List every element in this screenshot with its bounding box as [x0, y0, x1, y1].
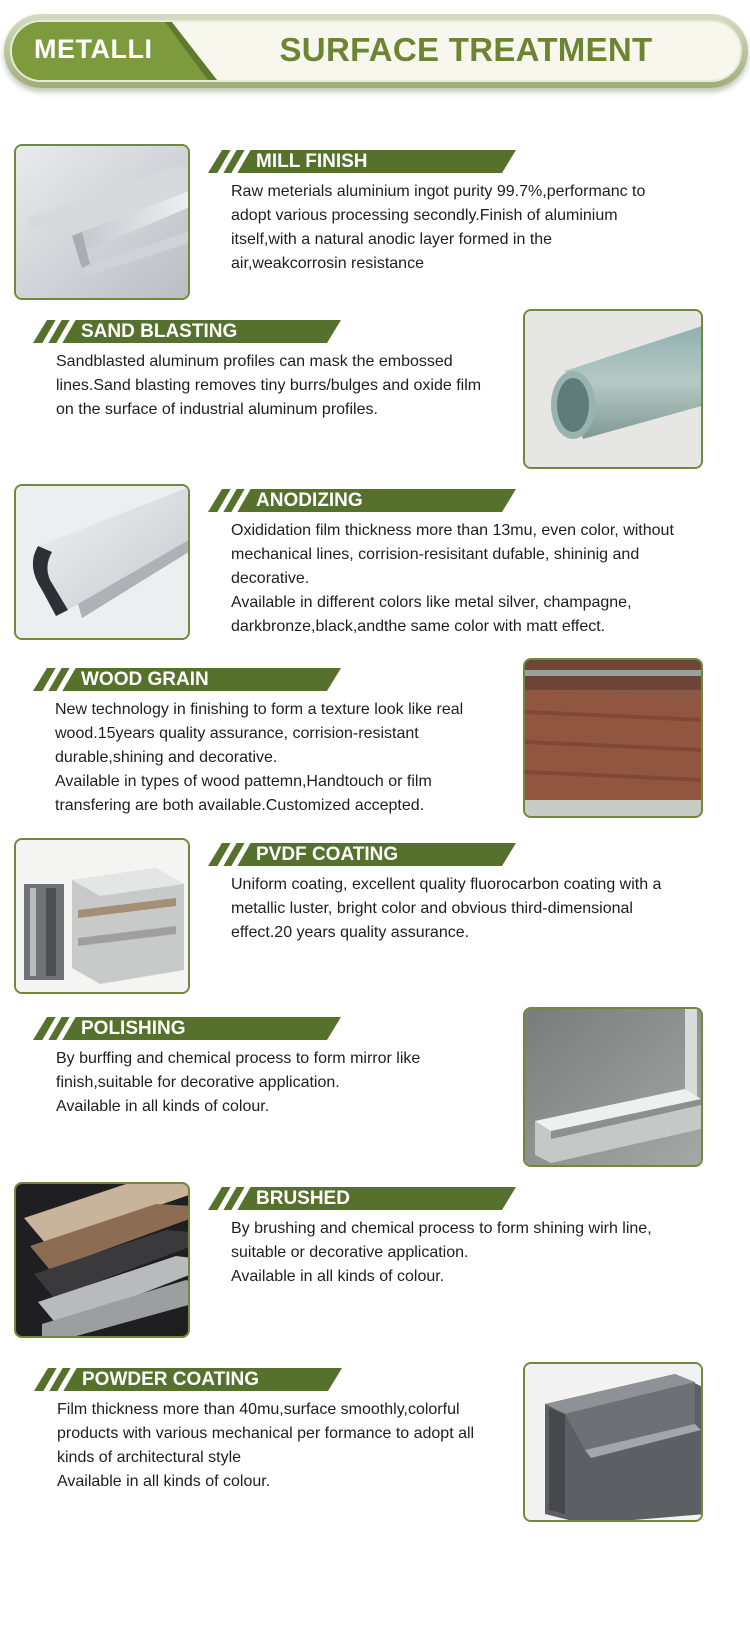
polished-profile-image [525, 1009, 703, 1167]
wood-grain-description [55, 698, 495, 818]
mill-finish-heading [208, 150, 516, 173]
pvdf-coating-photo [14, 838, 190, 994]
sand-blasting-heading [33, 320, 341, 343]
powder-coated-profile-image [525, 1364, 703, 1522]
anodizing-text-1: Oxididation film thickness more than 13mu, even color, without mechanical lines, corrision-resisitant dufable, shininig and decorative. [231, 522, 674, 587]
sand-blasting-description [56, 350, 501, 422]
wood-grain-photo [523, 658, 703, 818]
polishing-title: POLISHING [81, 1018, 186, 1039]
mill-finish-profile-image [16, 146, 190, 300]
brushed-text-1: By brushing and chemical process to form shining wirh line, suitable or decorative application. [231, 1220, 652, 1261]
sand-blasting-photo [523, 309, 703, 469]
powder-coating-text-1: Film thickness more than 40mu,surface smoothly,colorful products with various mechanical per formance to adopt all kinds of architectural style [57, 1401, 475, 1466]
mill-finish-photo [14, 144, 190, 300]
polishing-text-1: By burffing and chemical process to form mirror like finish,suitable for decorative application. [56, 1050, 421, 1091]
anodizing-title: ANODIZING [256, 490, 363, 511]
anodized-profile-image [16, 486, 190, 640]
polishing-description [56, 1047, 476, 1119]
mill-finish-description [231, 180, 671, 276]
brushed-photo [14, 1182, 190, 1338]
sand-blasted-tube-image [525, 311, 703, 469]
pvdf-coating-title: PVDF COATING [256, 844, 399, 865]
anodizing-photo [14, 484, 190, 640]
pvdf-coated-profiles-image [16, 840, 190, 994]
sand-blasting-title: SAND BLASTING [81, 321, 238, 342]
header-banner-inner [10, 20, 742, 82]
brushed-heading [208, 1187, 516, 1210]
heading-bar [33, 1017, 341, 1040]
anodizing-heading [208, 489, 516, 512]
anodizing-text-2: Available in different colors like metal silver, champagne, darkbronze,black,andthe same color with matt effect. [231, 594, 632, 635]
header-banner [4, 14, 748, 88]
polishing-text-2: Available in all kinds of colour. [56, 1098, 270, 1115]
pvdf-coating-text-1: Uniform coating, excellent quality fluorocarbon coating with a metallic luster, bright color and obvious third-dimensional effect.20 years quality assurance. [231, 876, 662, 941]
mill-finish-title: MILL FINISH [256, 151, 368, 172]
powder-coating-description [57, 1398, 502, 1494]
powder-coating-title: POWDER COATING [82, 1369, 259, 1390]
powder-coating-photo [523, 1362, 703, 1522]
brushed-title: BRUSHED [256, 1188, 350, 1209]
wood-grain-text-2: Available in types of wood pattemn,Handtouch or film transfering are both available.Customized accepted. [55, 773, 432, 814]
polishing-heading [33, 1017, 341, 1040]
powder-coating-heading [34, 1368, 342, 1391]
sand-blasting-text-1: Sandblasted aluminum profiles can mask the embossed lines.Sand blasting removes tiny burrs/bulges and oxide film on the surface of industrial aluminum profiles. [56, 353, 482, 418]
pvdf-coating-description [231, 873, 681, 945]
wood-grain-text-1: New technology in finishing to form a texture look like real wood.15years quality assurance, corrision-resistant durable,shining and decorative. [55, 701, 464, 766]
powder-coating-text-2: Available in all kinds of colour. [57, 1473, 271, 1490]
mill-finish-text-1: Raw meterials aluminium ingot purity 99.7%,performanc to adopt various processing secondly.Finish of aluminium itself,with a natural anodic layer formed in the air,weakcorrosin resistance [231, 183, 646, 272]
brushed-description [231, 1217, 681, 1289]
anodizing-description [231, 519, 701, 639]
polishing-photo [523, 1007, 703, 1167]
wood-grain-title: WOOD GRAIN [81, 669, 209, 690]
page-title: SURFACE TREATMENT [279, 31, 653, 68]
brushed-text-2: Available in all kinds of colour. [231, 1268, 445, 1285]
brand-logo-text: METALLI [34, 34, 153, 64]
wood-grain-heading [33, 668, 341, 691]
wood-grain-profile-image [525, 660, 703, 818]
pvdf-coating-heading [208, 843, 516, 866]
heading-bar [208, 1187, 516, 1210]
brushed-profiles-image [16, 1184, 190, 1338]
